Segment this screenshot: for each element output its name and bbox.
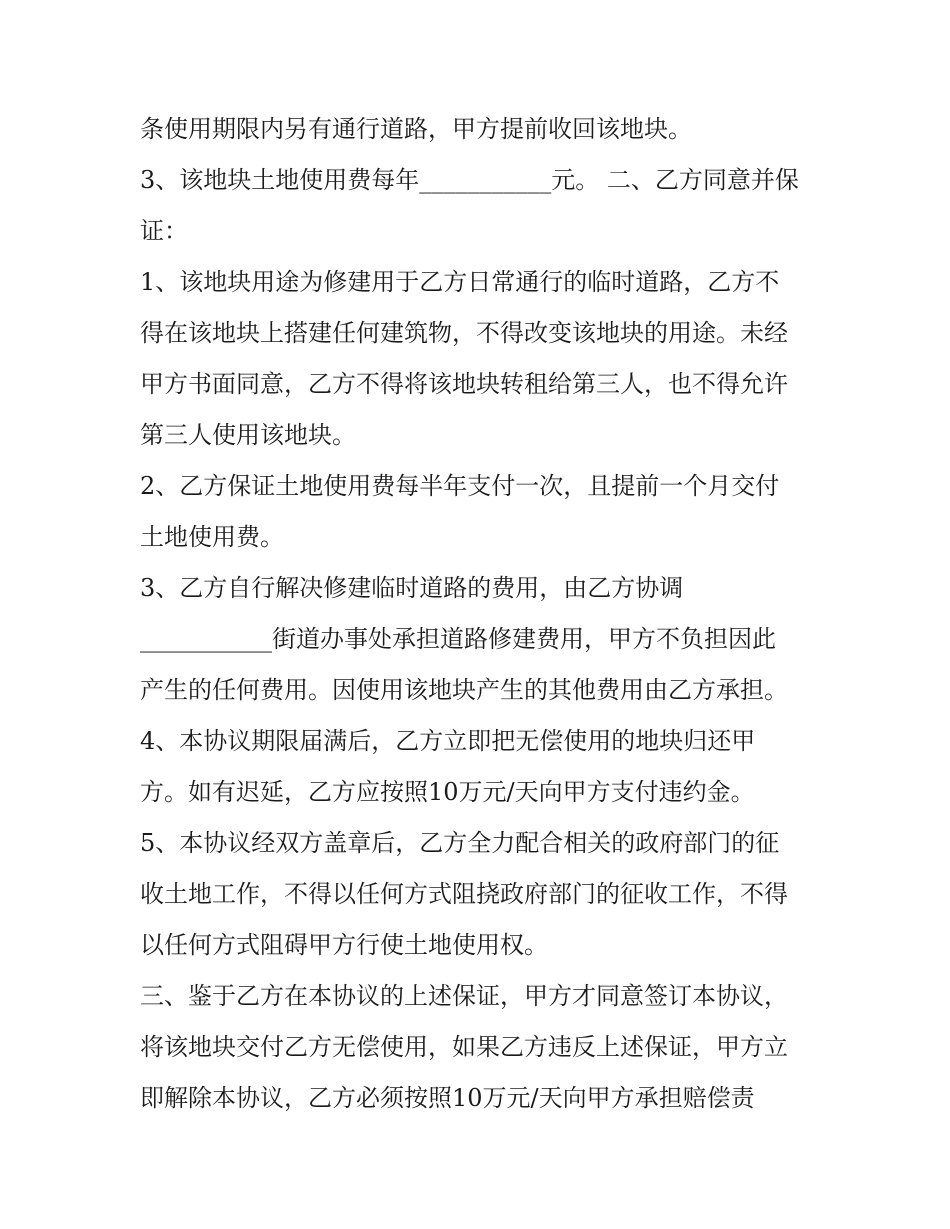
text-line: 3、该地块土地使用费每年___________元。 二、乙方同意并保 [140, 166, 799, 194]
text-line: 即解除本协议，乙方必须按照10万元/天向甲方承担赔偿责 [140, 1084, 755, 1112]
text-line: ___________街道办事处承担道路修建费用，甲方不负担因此 [140, 625, 776, 653]
text-line: 将该地块交付乙方无偿使用，如果乙方违反上述保证，甲方立 [140, 1033, 788, 1061]
text-line: 方。如有迟延，乙方应按照10万元/天向甲方支付违约金。 [140, 778, 755, 806]
text-line: 三、鉴于乙方在本协议的上述保证，甲方才同意签订本协议， [140, 982, 788, 1010]
text-line: 5、本协议经双方盖章后，乙方全力配合相关的政府部门的征 [140, 829, 780, 857]
text-line: 3、乙方自行解决修建临时道路的费用，由乙方协调 [140, 574, 684, 602]
text-line: 1、该地块用途为修建用于乙方日常通行的临时道路，乙方不 [140, 268, 780, 296]
text-line: 产生的任何费用。因使用该地块产生的其他费用由乙方承担。 [140, 676, 788, 704]
text-line: 得在该地块上搭建任何建筑物，不得改变该地块的用途。未经 [140, 319, 788, 347]
text-line: 收土地工作，不得以任何方式阻挠政府部门的征收工作，不得 [140, 880, 788, 908]
text-line: 4、本协议期限届满后，乙方立即把无偿使用的地块归还甲 [140, 727, 756, 755]
text-line: 以任何方式阻碍甲方行使土地使用权。 [140, 931, 548, 959]
text-line: 土地使用费。 [140, 523, 284, 551]
text-line: 2、乙方保证土地使用费每半年支付一次，且提前一个月交付 [140, 472, 780, 500]
text-line: 证： [140, 217, 188, 245]
text-line: 条使用期限内另有通行道路，甲方提前收回该地块。 [140, 115, 692, 143]
agreement-body-text [140, 104, 820, 1124]
text-line: 甲方书面同意，乙方不得将该地块转租给第三人，也不得允许 [140, 370, 788, 398]
text-line: 第三人使用该地块。 [140, 421, 356, 449]
